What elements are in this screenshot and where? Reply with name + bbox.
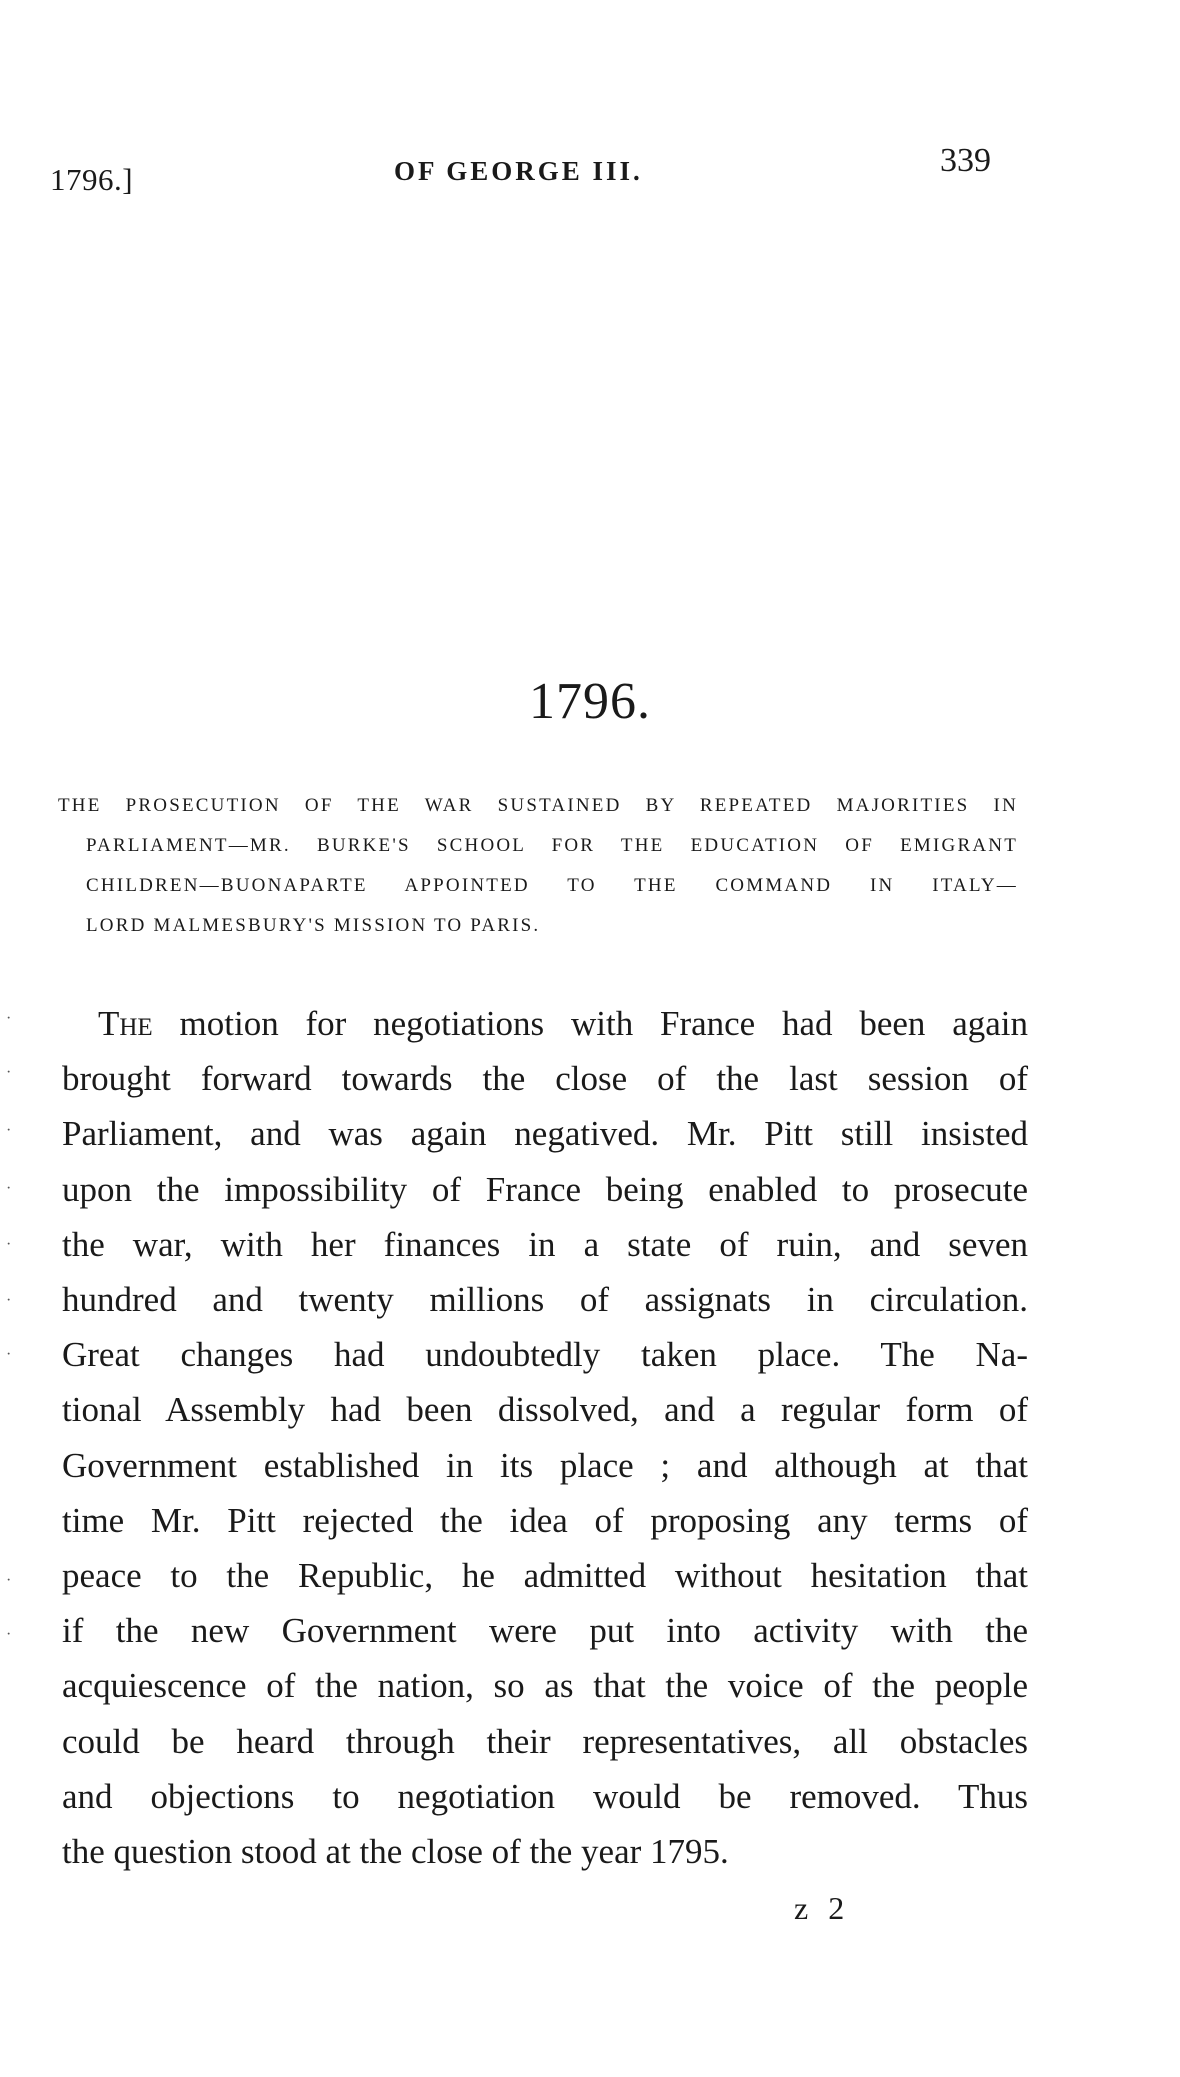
body-line: brought forward towards the close of the last session of — [62, 1059, 1028, 1099]
body-line: upon the impossibility of France being enabled to prosecute — [62, 1169, 1028, 1209]
running-head — [0, 142, 1180, 197]
chapter-summary — [58, 786, 1018, 946]
opening-word: The — [98, 1004, 153, 1043]
scan-speck: · — [6, 1122, 12, 1139]
opening-line-text: motion for negotiations with France had been again — [179, 1004, 1028, 1043]
page-number: 339 — [940, 142, 991, 179]
body-line: and objections to negotiation would be removed. Thus — [62, 1776, 1028, 1816]
body-paragraph — [62, 996, 1028, 1879]
scan-speck: · — [6, 1572, 12, 1589]
body-line: Government established in its place ; and although at that — [62, 1445, 1028, 1485]
scan-speck: · — [6, 1626, 12, 1643]
body-line: could be heard through their representatives, all obstacles — [62, 1721, 1028, 1761]
chapter-year-heading: 1796. — [529, 673, 651, 730]
scan-speck: · — [6, 1346, 12, 1363]
body-line: the question stood at the close of the year 1795. — [62, 1832, 729, 1872]
body-line: peace to the Republic, he admitted without hesitation that — [62, 1556, 1028, 1596]
running-head-title: OF GEORGE III. — [394, 156, 643, 186]
running-head-year: 1796.] — [50, 162, 134, 197]
summary-line: PARLIAMENT—MR. BURKE'S SCHOOL FOR THE EDUCATION OF EMIGRANT — [86, 835, 1018, 856]
body-line: if the new Government were put into activity with the — [62, 1611, 1028, 1651]
body-line — [62, 996, 1028, 1051]
body-line: Parliament, and was again negatived. Mr. Pitt still insisted — [62, 1114, 1028, 1154]
scan-speck: · — [6, 1010, 12, 1027]
body-line: the war, with her finances in a state of ruin, and seven — [62, 1224, 1028, 1264]
scan-speck: · — [6, 1292, 12, 1309]
summary-line: CHILDREN—BUONAPARTE APPOINTED TO THE COMMAND IN ITALY— — [86, 875, 1018, 896]
body-line: acquiescence of the nation, so as that the voice of the people — [62, 1666, 1028, 1706]
body-line: time Mr. Pitt rejected the idea of proposing any terms of — [62, 1500, 1028, 1540]
summary-line: LORD MALMESBURY'S MISSION TO PARIS. — [86, 915, 541, 936]
summary-line: THE PROSECUTION OF THE WAR SUSTAINED BY REPEATED MAJORITIES IN — [58, 795, 1018, 816]
body-line: Great changes had undoubtedly taken place. The Na- — [62, 1335, 1028, 1375]
body-line: tional Assembly had been dissolved, and a regular form of — [62, 1390, 1028, 1430]
scan-speck: · — [6, 1236, 12, 1253]
scan-speck: · — [6, 1064, 12, 1081]
signature-mark: z 2 — [794, 1890, 851, 1926]
body-line: hundred and twenty millions of assignats in circulation. — [62, 1280, 1028, 1320]
scan-speck: · — [6, 1180, 12, 1197]
